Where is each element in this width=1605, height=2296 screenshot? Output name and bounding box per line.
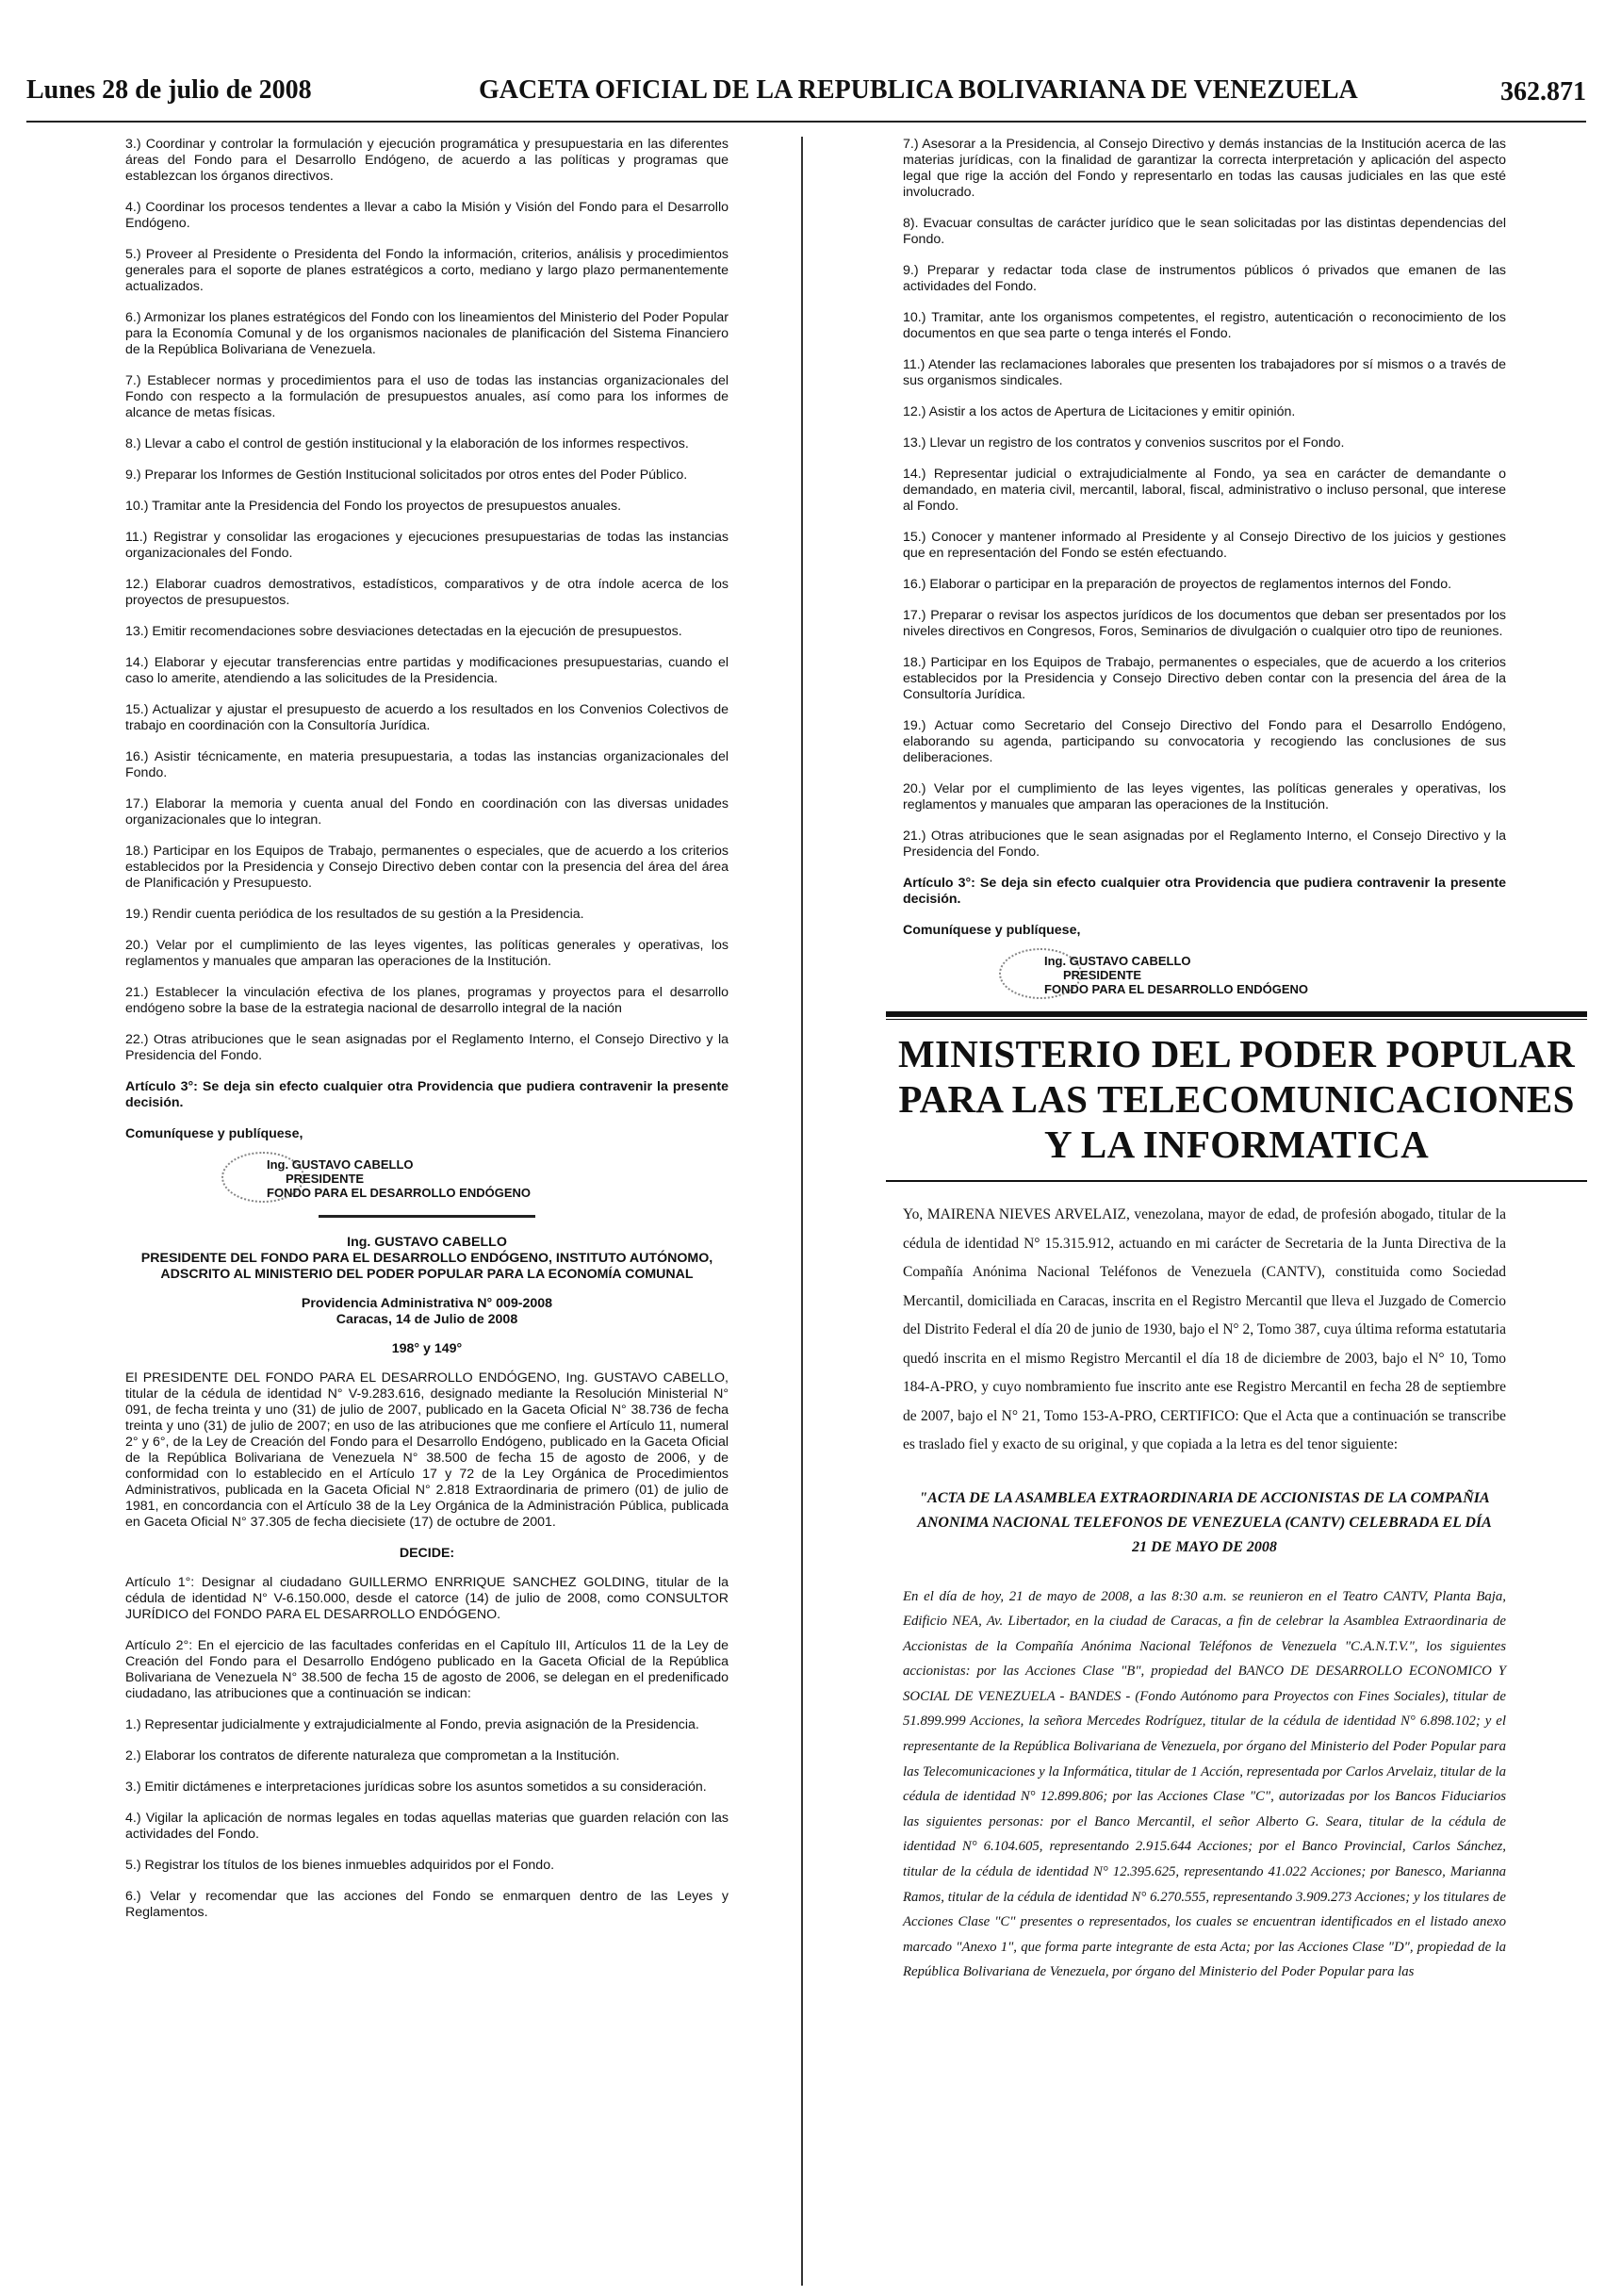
signature-role: PRESIDENTE	[286, 1172, 365, 1186]
numbered-item: 12.) Asistir a los actos de Apertura de Licitaciones y emitir opinión.	[903, 404, 1296, 419]
numbered-item: 8.) Llevar a cabo el control de gestión institucional y la elaboración de los informes respectivos.	[125, 436, 689, 451]
numbered-item: 19.) Rendir cuenta periódica de los resultados de su gestión a la Presidencia.	[125, 907, 584, 922]
attribution-item: 1.) Representar judicialmente y extrajudicialmente al Fondo, previa asignación de la Presidencia.	[125, 1717, 699, 1732]
article-1: Artículo 1°: Designar al ciudadano GUILLERMO ENRRIQUE SANCHEZ GOLDING, titular de la cédula de identidad N° V-6.150.000, desde el catorce (14) de julio de 2008, como CONSULTOR JURÍDICO del FONDO PARA EL DESARROLLO ENDÓGENO.	[125, 1575, 729, 1622]
numbered-item: 7.) Asesorar a la Presidencia, al Consejo Directivo y demás instancias de la Institución acerca de las materias jurídicas, con la finalidad de garantizar la correcta interpretación y aplicación del aspecto legal que rige la acción del Fondo y representarlo en todas las causas judiciales en las que esté involucrado.	[903, 137, 1506, 200]
institution-heading	[125, 1235, 729, 1283]
certification-paragraph: Yo, MAIRENA NIEVES ARVELAIZ, venezolana, mayor de edad, de profesión abogado, titular de la cédula de identidad N° 15.315.912, actuando en mi carácter de Secretaria de la Junta Directiva de la Compañía Anónima Nacional Teléfonos de Venezuela (CANTV), constituida como Sociedad Mercantil, domiciliada en Caracas, inscrita en el Registro Mercantil que lleva el Juzgado de Comercio del Distrito Federal el día 20 de junio de 1930, bajo el N° 2, Tomo 387, cuya última reforma estatutaria quedó inscrita en el mismo Registro Mercantil el día 18 de diciembre de 2003, bajo el N° 10, Tomo 184-A-PRO, y cuyo nombramiento fue inscrito ante ese Registro Mercantil en fecha 28 de septiembre de 2007, bajo el N° 21, Tomo 153-A-PRO, CERTIFICO: Que el Acta que a continuación se transcribe es traslado fiel y exacto de su original, y que copiada a la letra es del tenor siguiente:	[903, 1206, 1506, 1452]
numbered-item: 17.) Elaborar la memoria y cuenta anual del Fondo en coordinación con las diversas unidades organizacionales que lo integran.	[125, 796, 729, 828]
signature-name: Ing. GUSTAVO CABELLO	[267, 1157, 414, 1172]
numbered-item: 15.) Conocer y mantener informado al Presidente y al Consejo Directivo de los juicios y gestiones que en representación del Fondo se estén efectuando.	[903, 530, 1506, 561]
numbered-item: 9.) Preparar y redactar toda clase de instrumentos públicos ó privados que emanen de las actividades del Fondo.	[903, 263, 1506, 294]
numbered-item: 10.) Tramitar, ante los organismos competentes, el registro, autenticación o reconocimiento de los documentos en que sea parte o tenga interés el Fondo.	[903, 310, 1506, 341]
ministry-heading: MINISTERIO DEL PODER POPULAR PARA LAS TELECOMUNICACIONES Y LA INFORMATICA	[897, 1032, 1575, 1166]
numbered-item: 13.) Llevar un registro de los contratos y convenios suscritos por el Fondo.	[903, 435, 1345, 451]
official-seal-stamp	[221, 1152, 304, 1203]
right-item-list	[903, 137, 1506, 861]
attribution-item: 5.) Registrar los títulos de los bienes inmuebles adquiridos por el Fondo.	[125, 1858, 555, 1873]
attribution-item: 4.) Vigilar la aplicación de normas legales en todas aquellas materias que guarden relación con las actividades del Fondo.	[125, 1811, 729, 1842]
right-signature-block	[1044, 954, 1506, 996]
left-column	[125, 137, 729, 1936]
numbered-item: 17.) Preparar o revisar los aspectos jurídicos de los documentos que deban ser presentados por los niveles directivos en Congresos, Foros, Seminarios de divulgación o cualquier otro tipo de reuniones.	[903, 608, 1506, 639]
ministry-top-rule	[886, 1011, 1587, 1017]
providencia-date: Caracas, 14 de Julio de 2008	[336, 1312, 518, 1327]
numbered-item: 21.) Otras atribuciones que le sean asignadas por el Reglamento Interno, el Consejo Directivo y la Presidencia del Fondo.	[903, 828, 1506, 860]
numbered-item: 18.) Participar en los Equipos de Trabajo, permanentes o especiales, que de acuerdo a los criterios establecidos por la Presidencia y Consejo Directivo deben contar con la presencia del área del área de Planificación y Presupuesto.	[125, 844, 729, 891]
preamble: El PRESIDENTE DEL FONDO PARA EL DESARROLLO ENDÓGENO, Ing. GUSTAVO CABELLO, titular de la cédula de identidad N° V-9.283.616, designado mediante la Resolución Ministerial N° 091, de fecha treinta y uno (31) de julio de 2007, publicado en la Gaceta Oficial N° 38.736 de fecha treinta y uno (31) de julio de 2007; en uso de las atribuciones que me confiere el Artículo 11, numeral 2° y 6°, de la Ley de Creación del Fondo para el Desarrollo Endógeno, publicado en la Gaceta Oficial de la República Bolivariana de Venezuela N° 38.500 de fecha 15 de agosto de 2006, y de conformidad con lo establecido en el Artículo 17 y 72 de la Ley Orgánica de Procedimientos Administrativos, publicada en la Gaceta Oficial N° 2.818 Extraordinaria de primero (01) de julio de 1981, en concordancia con el Artículo 38 de la Ley Orgánica de la Administración Pública, publicada en Gaceta Oficial N° 37.305 de fecha diecisiete (17) de octubre de 2001.	[125, 1370, 729, 1530]
left-signature-block	[267, 1157, 729, 1200]
header-date: Lunes 28 de julio de 2008	[26, 75, 312, 105]
numbered-item: 22.) Otras atribuciones que le sean asignadas por el Reglamento Interno, el Consejo Directivo y la Presidencia del Fondo.	[125, 1032, 729, 1063]
signature-org: FONDO PARA EL DESARROLLO ENDÓGENO	[267, 1186, 531, 1200]
decide-heading: DECIDE:	[399, 1546, 455, 1561]
gazette-header	[26, 75, 1586, 121]
numbered-item: 13.) Emitir recomendaciones sobre desviaciones detectadas en la ejecución de presupuestos.	[125, 624, 682, 639]
header-title: GACETA OFICIAL DE LA REPUBLICA BOLIVARIANA DE VENEZUELA	[479, 75, 1358, 105]
numbered-item: 11.) Atender las reclamaciones laborales que presenten los trabajadores por sí mismos o a través de sus organismos sindicales.	[903, 357, 1506, 388]
numbered-item: 6.) Armonizar los planes estratégicos del Fondo con los lineamientos del Ministerio del Poder Popular para la Economía Comunal y de los organismos nacionales de planificación del Sistema Financiero de la República Bolivariana de Venezuela.	[125, 310, 729, 357]
numbered-item: 14.) Elaborar y ejecutar transferencias entre partidas y modificaciones presupuestarias, cuando el caso lo amerite, atendiendo a las solicitudes de la Presidencia.	[125, 655, 729, 686]
numbered-item: 9.) Preparar los Informes de Gestión Institucional solicitados por otros entes del Poder Público.	[125, 467, 688, 483]
attribution-item: 3.) Emitir dictámenes e interpretaciones jurídicas sobre los asuntos sometidos a su consideración.	[125, 1779, 707, 1795]
numbered-item: 19.) Actuar como Secretario del Consejo Directivo del Fondo para el Desarrollo Endógeno, elaborando su agenda, participando su convocatoria y recogiendo las conclusiones de sus deliberaciones.	[903, 718, 1506, 765]
acta-title: "ACTA DE LA ASAMBLEA EXTRAORDINARIA DE ACCIONISTAS DE LA COMPAÑIA ANONIMA NACIONAL TELEFONOS DE VENEZUELA (CANTV) CELEBRADA EL DÍA 21 DE MAYO DE 2008	[917, 1489, 1492, 1555]
numbered-item: 18.) Participar en los Equipos de Trabajo, permanentes o especiales, que de acuerdo a los criterios establecidos por la Presidencia y Consejo Directivo deben contar con la presencia del área de la Consultoría Jurídica.	[903, 655, 1506, 702]
numbered-item: 15.) Actualizar y ajustar el presupuesto de acuerdo a los resultados en los Convenios Colectivos de trabajo en coordinación con la Consultoría Jurídica.	[125, 702, 729, 733]
signature-name: Ing. GUSTAVO CABELLO	[1044, 954, 1191, 968]
section-rule	[319, 1215, 535, 1218]
ministry-bottom-rule	[886, 1180, 1587, 1182]
numbered-item: 7.) Establecer normas y procedimientos para el uso de todas las instancias organizacionales del Fondo con respecto a la formulación de presupuestos anuales, así como para los informes de alcance de metas físicas.	[125, 373, 729, 420]
numbered-item: 4.) Coordinar los procesos tendentes a llevar a cabo la Misión y Visión del Fondo para el Desarrollo Endógeno.	[125, 200, 729, 231]
left-article-3: Artículo 3°: Se deja sin efecto cualquier otra Providencia que pudiera contravenir la presente decisión.	[125, 1079, 729, 1110]
numbered-item: 5.) Proveer al Presidente o Presidenta del Fondo la información, criterios, análisis y procedimientos generales para el soporte de planes estratégicos a corto, mediano y largo plazo permanentemente actualizados.	[125, 247, 729, 294]
official-seal-stamp	[999, 948, 1082, 999]
numbered-item: 16.) Asistir técnicamente, en materia presupuestaria, a todas las instancias organizacionales del Fondo.	[125, 749, 729, 780]
numbered-item: 11.) Registrar y consolidar las erogaciones y ejecuciones presupuestarias de todas las instancias organizacionales del Fondo.	[125, 530, 729, 561]
acta-body: En el día de hoy, 21 de mayo de 2008, a las 8:30 a.m. se reunieron en el Teatro CANTV, Planta Baja, Edificio NEA, Av. Libertador, en la ciudad de Caracas, a fin de celebrar la Asamblea Extraordinaria de Accionistas de la Compañía Anónima Nacional Teléfonos de Venezuela "C.A.N.T.V.", los siguientes accionistas: por las Acciones Clase "B", propiedad del BANCO DE DESARROLLO ECONOMICO Y SOCIAL DE VENEZUELA - BANDES - (Fondo Autónomo para Proyectos con Fines Sociales), titular de 51.899.999 Acciones, la señora Mercedes Rodríguez, titular de la cédula de identidad N° 6.898.102; y el representante de la República Bolivariana de Venezuela, por órgano del Ministerio del Poder Popular para las Telecomunicaciones y la Informática, titular de 1 Acción, representada por Carlos Arvelaiz, titular de la cédula de identidad N° 12.899.806; por las Acciones Clase "C", autorizadas por los Bancos Fiduciarios las siguientes personas: por el Banco Mercantil, el señor Alberto G. Seara, titular de la cédula de identidad N° 6.104.605, representando 2.915.644 Acciones; por el Banco Provincial, Carlos Sánchez, titular de la cédula de identidad N° 12.395.625, representando 41.022 Acciones; por Banesco, Marianna Ramos, titular de la cédula de identidad N° 6.270.555, representando 3.909.273 Acciones; y los titulares de Acciones Clase "C" presentes o representados, los cuales se encuentran identificados en el listado anexo marcado "Anexo 1", que forma parte integrante de esta Acta; por las Acciones Clase "D", propiedad de la República Bolivariana de Venezuela, por órgano del Ministerio del Poder Popular para las	[903, 1588, 1506, 1980]
years-line: 198° y 149°	[391, 1341, 463, 1356]
institution-description: PRESIDENTE DEL FONDO PARA EL DESARROLLO ENDÓGENO, INSTITUTO AUTÓNOMO, ADSCRITO AL MINISTERIO DEL PODER POPULAR PARA LA ECONOMÍA COMUNAL	[140, 1251, 713, 1282]
ministry-top-thin-rule	[886, 1019, 1587, 1020]
header-page-number: 362.871	[1500, 77, 1586, 107]
left-item-list	[125, 137, 729, 1064]
right-column	[897, 137, 1575, 1985]
attribution-item: 2.) Elaborar los contratos de diferente naturaleza que comprometan a la Institución.	[125, 1748, 620, 1763]
providencia-number: Providencia Administrativa N° 009-2008	[301, 1296, 553, 1311]
numbered-item: 20.) Velar por el cumplimiento de las leyes vigentes, las políticas generales y operativas, los reglamentos y manuales que amparan las operaciones de la Institución.	[903, 781, 1506, 812]
left-comuniquese: Comuníquese y publíquese,	[125, 1126, 303, 1141]
column-divider	[801, 137, 803, 2286]
article-2: Artículo 2°: En el ejercicio de las facultades conferidas en el Capítulo III, Artículos 11 de la Ley de Creación del Fondo para el Desarrollo Endógeno publicado en la Gaceta Oficial de la República Bolivariana de Venezuela N° 38.500 de fecha 15 de agosto de 2006, se delegan en el predenificado ciudadano, las atribuciones que a continuación se indican:	[125, 1638, 729, 1701]
right-article-3: Artículo 3°: Se deja sin efecto cualquier otra Providencia que pudiera contravenir la presente decisión.	[903, 876, 1506, 907]
attribution-item: 6.) Velar y recomendar que las acciones del Fondo se enmarquen dentro de las Leyes y Reglamentos.	[125, 1889, 729, 1920]
signature-role: PRESIDENTE	[1063, 968, 1142, 982]
header-rule	[26, 121, 1586, 123]
numbered-item: 21.) Establecer la vinculación efectiva de los planes, programas y proyectos para el desarrollo endógeno sobre la base de la estrategia nacional de desarrollo integral de la nación	[125, 985, 729, 1016]
numbered-item: 20.) Velar por el cumplimiento de las leyes vigentes, las políticas generales y operativas, los reglamentos y manuales que amparan las operaciones de la Institución.	[125, 938, 729, 969]
right-comuniquese: Comuníquese y publíquese,	[903, 923, 1081, 938]
providencia-heading	[125, 1296, 729, 1328]
attribution-list	[125, 1717, 729, 1921]
numbered-item: 3.) Coordinar y controlar la formulación y ejecución programática y presupuestaria en las diferentes áreas del Fondo para el Desarrollo Endógeno, de acuerdo a las políticas y programas que establezcan los órganos directivos.	[125, 137, 729, 184]
numbered-item: 14.) Representar judicial o extrajudicialmente al Fondo, ya sea en carácter de demandante o demandado, en materia civil, mercantil, laboral, fiscal, administrativo o incluso personal, que interese al Fondo.	[903, 467, 1506, 514]
numbered-item: 8). Evacuar consultas de carácter jurídico que le sean solicitadas por las distintas dependencias del Fondo.	[903, 216, 1506, 247]
institution-president: Ing. GUSTAVO CABELLO	[347, 1235, 507, 1250]
numbered-item: 16.) Elaborar o participar en la preparación de proyectos de reglamentos internos del Fondo.	[903, 577, 1452, 592]
signature-org: FONDO PARA EL DESARROLLO ENDÓGENO	[1044, 982, 1308, 996]
numbered-item: 10.) Tramitar ante la Presidencia del Fondo los proyectos de presupuestos anuales.	[125, 499, 622, 514]
numbered-item: 12.) Elaborar cuadros demostrativos, estadísticos, comparativos y de otra índole acerca de los proyectos de presupuestos.	[125, 577, 729, 608]
